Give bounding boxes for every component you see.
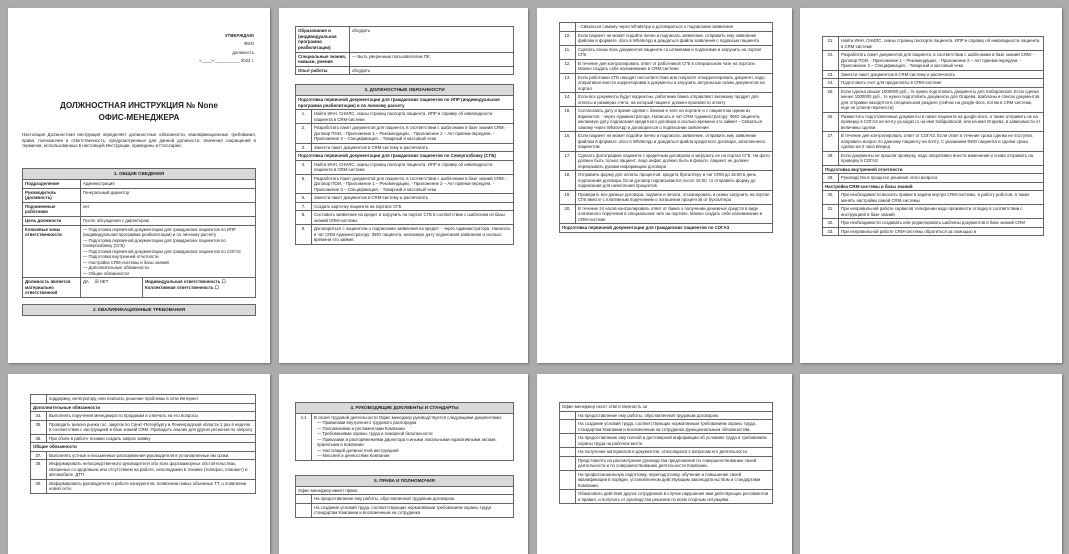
item-num: 32. [823, 219, 839, 228]
item-num: 39. [31, 479, 47, 493]
item-text: Если пациент не может подойти лично и подписать заявление, отправить ему заявление файлом в формате .docx в WhatsApp и дождаться файла заявления с подписью пациента [576, 31, 773, 45]
item-num: 28. [823, 151, 839, 165]
p3-wrap [559, 22, 773, 233]
general-header: 1. ОБЩИЕ СВЕДЕНИЯ [23, 169, 256, 180]
item-text: Согласовать дату и время сделки с банком в чате на портале и с пациентом одним из вариантов: - через Администратора. Написать в чат CRM Администратору: ФИО пациента, желаемую дату подписания кредитного договора и сколько времени это займет - Связаться самому через WhatsApp и договориться о подписании заявления [576, 107, 773, 132]
p4-wrap [822, 36, 1044, 236]
zone-item: — Подготовка первичной документации для гражданских пациентов по СОГАЗ [83, 248, 241, 254]
item-text: В течение дня контролировать ответ от работников СГБ в специальном чате на портале. Можно создать себе напоминание в CRM-системе [576, 59, 773, 73]
item-num: 16. [560, 132, 576, 152]
material-no: НЕТ [99, 279, 109, 285]
item-num: 30. [823, 191, 839, 205]
item-text: Подготовить счет для предоплаты в CRM-системе [839, 79, 1044, 88]
page-6 [279, 374, 528, 554]
item-num: 10. [560, 31, 576, 45]
item-text: В течение 24 часов контролировать ответ от банка о получении денежных средств в виде платежного поручения в специальном чате на портале. Можно создать себе напоминание в CRM-системе [576, 204, 773, 224]
item-text: При сбоях в работе техники создать запрос заявку [47, 434, 256, 443]
item-num: 7. [296, 202, 312, 211]
item-num: 14. [560, 93, 576, 107]
sub-report: Подготовка внутренней отчетности [823, 165, 1044, 174]
sub-sogaz: Подготовка первичной документации для гражданских пациентов по СОГАЗ [560, 224, 773, 233]
row-label: Подразделение [23, 179, 81, 188]
p2-top-wrap [295, 26, 514, 75]
item-num: 36. [31, 434, 47, 443]
item-num: 21. [823, 37, 839, 51]
item-text: поддержку, интегратору, или поискать решение проблемы в сети Интернет [47, 395, 256, 404]
item-text: Договориться с пациентом о подписании заявления на кредит: - через Администратора. Написать в чат CRM Администратору: ФИО пациента, желаемую дату подписания заявления и сколько времени это займет. [312, 225, 514, 245]
item-num: 1. [296, 110, 312, 124]
item-text: Если работники СГБ находят несоответствия или попросят откорректировать документ, надо оперативно внести корректировки в документы и загрузить актуальные сканы документов на портал [576, 73, 773, 93]
item-num: 6. [296, 194, 312, 203]
resp-item: На предоставление ему работы, обусловленной трудовым договором. [576, 411, 773, 420]
approve-date: «____» __________ 2022 г. [199, 58, 254, 64]
approve-label: УТВЕРЖДАЮ [224, 33, 254, 38]
row-value: Генеральный директор [81, 188, 256, 202]
item-num: 4. [296, 160, 312, 174]
item-num: 12. [560, 59, 576, 73]
item-text: В течение дня контролировать ответ от СОГАЗ. Если ответ в течение срока сделки не поступил, направить вопрос по данному пациенту на почту. С указанием ФИО пациента и сделки срока сделки на 2 часа вперед [839, 132, 1044, 152]
page-1 [8, 8, 270, 363]
item-text: Информировать руководителя о работе конкурентов, появлении новых объемных ТТ, о появлении новой сети. [47, 479, 256, 493]
item-text: Составить заявление на кредит и загрузить на портал СГБ в соответствии с шаблоном из базы знаний CRM-системы [312, 211, 514, 225]
intro-paragraph: Настоящая Должностная инструкция определяет должностные обязанности, квалификационные требования, права, полномочия и ответственность, предусмотренные для данной должности. Значения сокращений и терминов, использованных в настоящей Инструкции, приведены в Глоссарии. [22, 132, 256, 149]
duties-table-cont-2 [822, 36, 1044, 236]
item-text: Сделать фотографию пациента с кредитным договором и загрузить ее на портал СГБ. На фото должен быть только пациент, лицо анфас должно быть в фокусе, пациент не должен перекрывать руками информацию договора [576, 151, 773, 171]
resp-item: Обжаловать действия других сотрудников в случае нарушения ими действующих регламентов и правил, и получать от руководства решения по всем спорным ситуациям. [576, 490, 773, 504]
responsibility-type [143, 278, 256, 298]
item-num: 24. [823, 79, 839, 88]
resp-item: Представлять на рассмотрение руководства предложения по совершенствованию своей деятельности и по совершенствованию деятельности Компании. [576, 456, 773, 470]
row-label: Специальные знания, навыки, умения [296, 52, 350, 66]
duties-table-cont [559, 22, 773, 233]
item-text: Выполнять устные и письменные распоряжения руководителя в установленные им сроки. [47, 451, 256, 460]
item-num: 19. [560, 190, 576, 204]
page-8 [800, 374, 1062, 554]
approval-block [199, 32, 254, 65]
item-num: 25. [823, 87, 839, 112]
item-num: 3. [296, 143, 312, 152]
qual-rows-table [295, 26, 514, 75]
item-num: 5. [296, 174, 312, 194]
general-table-wrap [22, 168, 256, 316]
collective-responsibility: Коллективная ответственность ☐ [145, 284, 219, 290]
item-text: При необходимости вносить правки в задачи внутри CRM-системы, в работу роботов, а также менять настройки самой CRM-системы [839, 191, 1044, 205]
item-num: 2. [296, 124, 312, 144]
docs-item: — Правилами внутреннего трудового распорядка [317, 420, 417, 426]
qual-table [22, 304, 256, 316]
sub-common: Общие обязанности [31, 443, 256, 452]
row-label: Цель должности [23, 217, 81, 226]
item-num: 20. [560, 204, 576, 224]
item-text: Если все документы будут корректны, работники банка отправляют великому продукт для оплаты и размерах счета, на который пациент должен произвести оплату [576, 93, 773, 107]
item-text: Если документы не прошли проверку, надо оперативно внести изменения и снова отправить на проверку в СОГАЗ [839, 151, 1044, 165]
item-num: 17. [560, 151, 576, 171]
p7-wrap [559, 402, 773, 504]
row-value: — Быть уверенным пользователем ПК; [350, 52, 514, 66]
item-num: 18. [560, 171, 576, 191]
item-num: 11. [560, 45, 576, 59]
page-5 [8, 374, 270, 554]
item-text: Если сделка свыше 1000000 руб., то нужно подготовить документы для Хабаровской. Если сделка менее 1000000 руб., то нужно подготовить документы для Огарева. Шаблоны и список документов для отправки находятся в специальном разделе (сейчас на google-docs, потом в CRM-системе, еще не успели перенести) [839, 87, 1044, 112]
item-text: Проводить анализ рынка гос. закупок по Санкт-Петербургу и Ленинградской области 1 раз в неделю в соответствии с инструкцией в базе знаний CRM. Проводить анализ для других регионов по запросу [47, 420, 256, 434]
row-label: Подчиненные работники [23, 202, 81, 216]
page-3 [537, 8, 792, 363]
title-line-1: ДОЛЖНОСТНАЯ ИНСТРУКЦИЯ № None [60, 101, 218, 110]
zone-item: — Настройка CRM-системы и базы знаний [83, 259, 169, 265]
item-text: Занести пакет документов в CRM-систему и распечатать [839, 70, 1044, 79]
item-text: Сделать сканы всех документов пациента со штампами и подписями и загрузить на портал СГБ [576, 45, 773, 59]
item-num: 31. [823, 205, 839, 219]
approve-fio: ФИО [244, 41, 254, 47]
rights-item: На предоставление ему работы, обусловленной трудовым договором. [312, 495, 514, 504]
zones-list [81, 225, 256, 278]
resp-lead: Офис-менеджер несет ответственность за [560, 403, 773, 412]
sub-crm: Настройка CRM-системы и базы знаний [823, 182, 1044, 191]
item-text: Разработать пакет документов для пациента, в соответствии с шаблонами в базе знаний CRM: - Договор ПОИ, - Приложение 1 – Рекомендации, - Приложение 2 – Акт приема-передачи, - Приложение 3 – Спецификация, - Товарный и кассовый чеки [312, 124, 514, 144]
item-num: 37. [31, 451, 47, 460]
sub-extra: Дополнительные обязанности [31, 403, 256, 412]
item-text: При неправильной работе CRM-системы обратиться за помощью в [839, 227, 1044, 236]
docs-item: — Приказами и распоряжениями директора и иными локальными нормативными актами, принятыми в Компании [317, 436, 497, 448]
resp-item: На предоставление ему полной и достоверной информации об условиях труда и требованиях охраны труда на рабочем месте. [576, 434, 773, 448]
item-num: 8. [296, 211, 312, 225]
item-text: Выполнять поручения менеджера по продажам и отвечать на его вопросы [47, 412, 256, 421]
general-table [22, 168, 256, 298]
item-text: При неправильной работе сервисов телефонии надо произвести отладку в соответствии с инструкцией в базе знаний [839, 205, 1044, 219]
docs-item: — Требованиями охраны труда и пожарной безопасности [317, 431, 433, 437]
item-text: Найти ИНН, СНИЛС, сканы страниц паспорта пациента, ИПР и справку об инвалидности пациента в CRM-системе [839, 37, 1044, 51]
page-4 [800, 8, 1062, 363]
item-text: При необходимости создавать или редактировать шаблоны документов в базе знаний CRM [839, 219, 1044, 228]
docs-header: 4. РУКОВОДЯЩИЕ ДОКУМЕНТЫ И СТАНДАРТЫ [296, 403, 514, 414]
sub-ipr: Подготовка первичной документации для гражданских пациентов по ИПР (индивидуальная программа реабилитации) и по личному расчету [296, 95, 514, 109]
docs-table [295, 402, 514, 461]
docs-body [312, 413, 514, 460]
duties-table-cont-3 [30, 394, 256, 494]
p6-wrap [295, 402, 514, 518]
sub-sgb: Подготовка первичной документации для гражданских пациентов по Севергазбанку (СГБ) [296, 152, 514, 161]
docs-item: — Настоящей должностной инструкцией [317, 447, 399, 453]
item-text: Если пациент не может подойти лично и подписать заявление, отправить ему заявление файлом в формате .docx в WhatsApp и дождаться файла кредитного договора, заполненного пациентом [576, 132, 773, 152]
item-text: Разработать пакет документов для пациента, в соответствии с шаблонами в базе знаний CRM: - Договор ПОИ, - Приложение 1 – Рекомендации, - Приложение 2 – Акт приема-передачи, - Приложение 3 – Спецификация, - Товарный и кассовый чеки [839, 51, 1044, 71]
zone-item: — Подготовка внутренней отчетности [83, 254, 159, 260]
item-text: Информировать непосредственного руководителя обо всех форсмажорных обстоятельствах, связанных со здоровьем или отсутствием на работе, неполадками в технике (телефон, планшет) и автомобиле, ДТП. [47, 460, 256, 480]
material-options [81, 278, 143, 298]
zone-item: — Подготовка первичной документации для гражданских пациентов по Севергазбанку (СГБ) [83, 237, 226, 249]
p5-wrap [30, 394, 256, 494]
item-text: Занести пакет документов в CRM-систему и распечатать [312, 143, 514, 152]
item-num: 15. [560, 107, 576, 132]
duties-wrap [295, 84, 514, 245]
title-line-2: ОФИС-МЕНЕДЖЕРА [98, 112, 180, 122]
document-title [8, 100, 270, 124]
item-num: 26. [823, 112, 839, 132]
responsibility-table [559, 402, 773, 504]
row-label: Руководитель (должность) [23, 188, 81, 202]
rights-table [295, 475, 514, 518]
rights-lead: Офис-менеджер имеет право: [296, 486, 514, 495]
row-value: нет [81, 202, 256, 216]
row-value: обсудить [350, 66, 514, 75]
item-text: Создать карточку пациента на портале СГБ [312, 202, 514, 211]
resp-item: На получение материалов и документов, относящихся к вопросам его деятельности. [576, 448, 773, 457]
item-text: - Связаться самому через WhatsApp и договориться о подписании заявления [576, 23, 773, 32]
rights-header: 5. ПРАВА И ПОЛНОМОЧИЯ [296, 475, 514, 486]
approve-position: должность [232, 49, 254, 55]
material-label: Должность является материально ответственной [23, 278, 81, 298]
row-value: обсудить [350, 27, 514, 53]
item-text: Разместить подготовленные документы в папке пациента на google-docs, а также отправить их на проверку в СОГАЗ на почту ya.sogaz.ru на имя Хабаровской, или на имя Огарева, в зависимости от величины сделки [839, 112, 1044, 132]
zone-item: — Дополнительные обязанности [83, 265, 149, 271]
item-text: Отправить форму для оплаты процентов: кредита бухгалтеру в чат CRM до 15:00 в день подписания договора. Если договор подписывается после 15:00, то отправить форму до подписания для начисления процентов [576, 171, 773, 191]
page-2 [279, 8, 528, 363]
item-num: 38. [31, 460, 47, 480]
row-value: Администрация [81, 179, 256, 188]
item-text: Руководство в процессе решения этого вопроса [839, 174, 1044, 183]
page-7 [537, 374, 792, 554]
individual-responsibility: Индивидуальная ответственность ☐ [145, 279, 226, 285]
item-num: 13. [560, 73, 576, 93]
item-text: Найти ИНН, СНИЛС, сканы страниц паспорта пациента, ИПР и справку об инвалидности пациента в CRM-системе [312, 160, 514, 174]
resp-item: На профессиональную подготовку, переподготовку, обучение и повышение своей квалификации в порядке, установленном действующим законодательством и стандартами Компании. [576, 470, 773, 490]
docs-item: — Положениями и регламентами Компании [317, 425, 405, 431]
duties-header: 3. ДОЛЖНОСТНЫЕ ОБЯЗАННОСТИ [296, 85, 514, 96]
item-num: 34. [31, 412, 47, 421]
item-num: 29. [823, 174, 839, 183]
item-text: Найти ИНН, СНИЛС, сканы страниц паспорта пациента, ИПР и справку об инвалидности пациента в CRM-системе [312, 110, 514, 124]
item-num: 33. [823, 227, 839, 236]
zone-item: — Подготовка первичной документации для гражданских пациентов по ИПР (индивидуальная программа реабилитации) и по личному расчету [83, 226, 236, 238]
item-text: Проверить все данные договора, подписи и печати, отсканировать и сканы загрузить на портал СГБ вместе с платежным поручением о погашении процентов от бухгалтера [576, 190, 773, 204]
rights-item: На создание условий труда, соответствующих нормативным требованиям охраны труда стандартам Компании и возложенным на сотрудника [312, 503, 514, 517]
duties-table [295, 84, 514, 245]
qual-header: 2. КВАЛИФИКАЦИОННЫЕ ТРЕБОВАНИЯ [23, 305, 256, 316]
item-text: Занести пакет документов в CRM-систему и распечатать [312, 194, 514, 203]
row-value: После обсуждения с директором [81, 217, 256, 226]
item-num: 23. [823, 70, 839, 79]
material-yes: ДА [83, 279, 89, 285]
item-num: 4.1 [296, 413, 312, 460]
item-num: 27. [823, 132, 839, 152]
row-label: Опыт работы [296, 66, 350, 75]
zone-item: — Общие обязанности [83, 270, 129, 276]
item-num: 9. [296, 225, 312, 245]
checkbox-icon: ☒ [94, 279, 99, 285]
row-label: Образование и (индивидуальная программа реабилитации) [296, 27, 350, 53]
docs-item: — Миссией и ценностями Компании [317, 453, 390, 459]
item-num: 22. [823, 51, 839, 71]
resp-item: На создание условий труда, соответствующих нормативным требованиям охраны труда, стандартам Компании и возложенным на сотрудника функциональным обязанностям. [576, 420, 773, 434]
docs-lead: В своей трудовой деятельности Офис-менеджер руководствуется следующими документами: [314, 414, 502, 420]
zones-label: Ключевые зоны ответственности [23, 225, 81, 278]
item-num: 35. [31, 420, 47, 434]
item-text: Разработать пакет документов для пациента, в соответствии с шаблонами в базе знаний CRM: - Договор ПОИ, - Приложение 1 – Рекомендации, - Приложение 2 – Акт приема-передачи, - Приложение 3 – Спецификация, - Товарный и кассовый чеки [312, 174, 514, 194]
